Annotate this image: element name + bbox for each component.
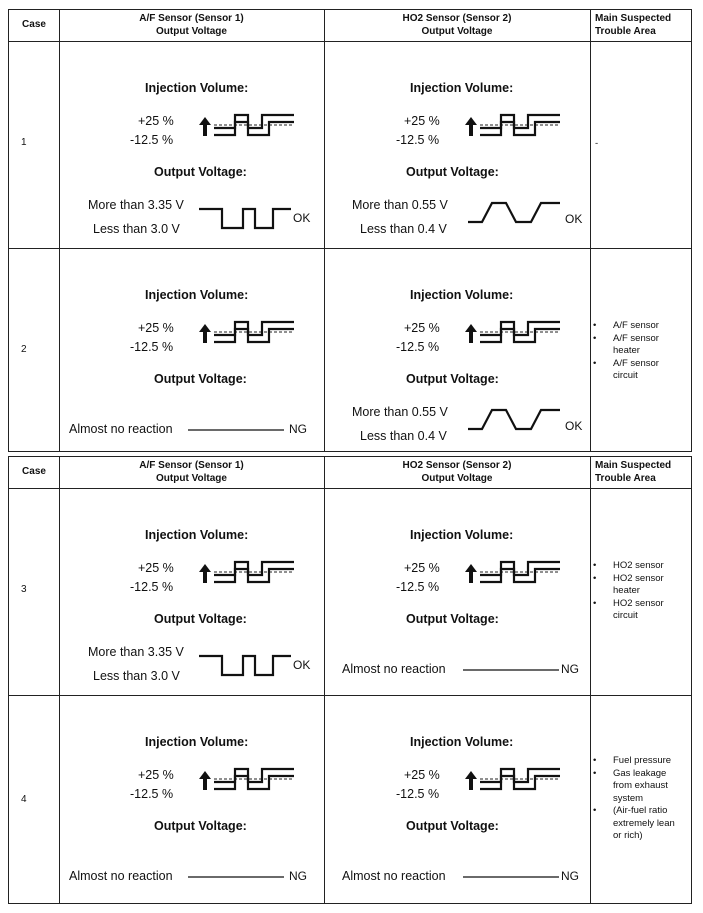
header-af bbox=[59, 12, 324, 38]
injection-volume-title: Injection Volume: bbox=[145, 288, 249, 302]
minus-12-label: -12.5 % bbox=[130, 340, 174, 354]
header-area bbox=[595, 12, 693, 38]
af-high-voltage-label: More than 3.35 V bbox=[88, 645, 184, 659]
trouble-area-cell bbox=[595, 138, 685, 151]
trouble-area-list bbox=[593, 560, 683, 623]
plus-25-label: +25 % bbox=[138, 768, 174, 782]
af-sensor-cell bbox=[59, 41, 324, 248]
injection-volume-title: Injection Volume: bbox=[410, 288, 514, 302]
output-voltage-title: Output Voltage: bbox=[406, 612, 499, 626]
injection-waveform bbox=[199, 321, 299, 347]
minus-12-label: -12.5 % bbox=[130, 133, 174, 147]
up-arrow-icon bbox=[199, 564, 211, 572]
header-ho2 bbox=[324, 459, 590, 485]
header-af bbox=[59, 459, 324, 485]
plus-25-label: +25 % bbox=[404, 561, 440, 575]
header-af-line1: A/F Sensor (Sensor 1) bbox=[139, 13, 244, 24]
case-number: 1 bbox=[21, 137, 27, 148]
header-ho2-line1: HO2 Sensor (Sensor 2) bbox=[402, 13, 512, 24]
ho2-high-voltage-label: More than 0.55 V bbox=[352, 198, 448, 212]
injection-volume-title: Injection Volume: bbox=[145, 735, 249, 749]
trouble-area-item: • (Air-fuel ratio extremely lean or rich) bbox=[593, 805, 683, 843]
ok-result: OK bbox=[293, 658, 311, 672]
no-reaction-label: Almost no reaction bbox=[69, 422, 173, 436]
output-voltage-title: Output Voltage: bbox=[406, 372, 499, 386]
header-area-line2: Trouble Area bbox=[595, 26, 656, 37]
header-af-line2: Output Voltage bbox=[156, 26, 227, 37]
output-voltage-title: Output Voltage: bbox=[406, 165, 499, 179]
trouble-area-cell bbox=[593, 320, 683, 383]
ho2-sensor-cell bbox=[324, 41, 590, 248]
injection-waveform bbox=[465, 768, 565, 794]
af-sensor-cell bbox=[59, 248, 324, 453]
ng-result: NG bbox=[289, 869, 307, 883]
trouble-area-item: • HO2 sensor heater bbox=[593, 573, 683, 598]
up-arrow-shaft bbox=[469, 571, 473, 583]
injection-volume-title: Injection Volume: bbox=[410, 81, 514, 95]
injection-volume-title: Injection Volume: bbox=[410, 735, 514, 749]
up-arrow-icon bbox=[465, 117, 477, 125]
injection-volume-title: Injection Volume: bbox=[145, 528, 249, 542]
header-area-line1: Main Suspected bbox=[595, 460, 672, 471]
plus-25-label: +25 % bbox=[138, 321, 174, 335]
af-low-voltage-label: Less than 3.0 V bbox=[93, 669, 180, 683]
plus-25-label: +25 % bbox=[138, 114, 174, 128]
output-voltage-title: Output Voltage: bbox=[154, 165, 247, 179]
ho2-sensor-cell bbox=[324, 248, 590, 453]
minus-12-label: -12.5 % bbox=[396, 787, 440, 801]
ho2-sensor-cell bbox=[324, 488, 590, 695]
output-voltage-title: Output Voltage: bbox=[406, 819, 499, 833]
injection-waveform bbox=[199, 768, 299, 794]
af-sensor-cell bbox=[59, 488, 324, 695]
ng-result: NG bbox=[289, 422, 307, 436]
injection-waveform bbox=[199, 114, 299, 140]
trouble-area-item: • A/F sensor circuit bbox=[593, 358, 683, 383]
output-voltage-title: Output Voltage: bbox=[154, 612, 247, 626]
ho2-low-voltage-label: Less than 0.4 V bbox=[360, 429, 447, 443]
header-ho2-line2: Output Voltage bbox=[421, 26, 493, 37]
injection-waveform bbox=[465, 561, 565, 587]
header-area-line2: Trouble Area bbox=[595, 473, 656, 484]
af-low-voltage-label: Less than 3.0 V bbox=[93, 222, 180, 236]
up-arrow-shaft bbox=[469, 331, 473, 343]
case-number: 3 bbox=[21, 584, 27, 595]
header-area-line1: Main Suspected bbox=[595, 13, 672, 24]
af-sensor-cell bbox=[59, 695, 324, 905]
plus-25-label: +25 % bbox=[404, 768, 440, 782]
header-ho2 bbox=[324, 12, 590, 38]
plus-25-label: +25 % bbox=[138, 561, 174, 575]
trouble-area-list bbox=[593, 755, 683, 843]
header-af-line2: Output Voltage bbox=[156, 473, 227, 484]
up-arrow-shaft bbox=[203, 778, 207, 790]
header-area bbox=[595, 459, 693, 485]
header-case: Case bbox=[22, 466, 46, 477]
ho2-high-voltage-label: More than 0.55 V bbox=[352, 405, 448, 419]
up-arrow-icon bbox=[199, 117, 211, 125]
trouble-area-item: • HO2 sensor bbox=[593, 560, 683, 573]
ng-result: NG bbox=[561, 869, 579, 883]
minus-12-label: -12.5 % bbox=[130, 787, 174, 801]
trouble-area-cell bbox=[593, 560, 683, 623]
trouble-area-item: • Fuel pressure bbox=[593, 755, 683, 768]
case-number: 2 bbox=[21, 344, 27, 355]
no-trouble-dash: - bbox=[595, 138, 599, 149]
output-voltage-title: Output Voltage: bbox=[154, 819, 247, 833]
case-row-2 bbox=[9, 248, 691, 453]
up-arrow-shaft bbox=[203, 331, 207, 343]
up-arrow-icon bbox=[465, 324, 477, 332]
ok-result: OK bbox=[293, 211, 311, 225]
trouble-area-item: • Gas leakage from exhaust system bbox=[593, 768, 683, 806]
ho2-output-waveform bbox=[468, 200, 563, 226]
trouble-area-list bbox=[593, 320, 683, 383]
flat-output-line bbox=[463, 876, 559, 880]
header-ho2-line1: HO2 Sensor (Sensor 2) bbox=[402, 460, 512, 471]
case-row-1 bbox=[9, 41, 691, 248]
flat-output-line bbox=[463, 669, 559, 673]
header-case: Case bbox=[22, 19, 46, 30]
injection-waveform bbox=[199, 561, 299, 587]
up-arrow-shaft bbox=[203, 571, 207, 583]
no-reaction-label: Almost no reaction bbox=[342, 869, 446, 883]
plus-25-label: +25 % bbox=[404, 114, 440, 128]
diagnosis-table-1 bbox=[8, 9, 692, 452]
trouble-area-item: • HO2 sensor circuit bbox=[593, 598, 683, 623]
case-number: 4 bbox=[21, 794, 27, 805]
injection-volume-title: Injection Volume: bbox=[410, 528, 514, 542]
minus-12-label: -12.5 % bbox=[396, 580, 440, 594]
ok-result: OK bbox=[565, 212, 583, 226]
injection-waveform bbox=[465, 114, 565, 140]
case-row-4 bbox=[9, 695, 691, 905]
plus-25-label: +25 % bbox=[404, 321, 440, 335]
trouble-area-cell bbox=[593, 755, 683, 843]
up-arrow-shaft bbox=[469, 778, 473, 790]
minus-12-label: -12.5 % bbox=[130, 580, 174, 594]
injection-volume-title: Injection Volume: bbox=[145, 81, 249, 95]
trouble-area-item: • A/F sensor heater bbox=[593, 333, 683, 358]
up-arrow-icon bbox=[465, 771, 477, 779]
trouble-area-item: • A/F sensor bbox=[593, 320, 683, 333]
output-voltage-title: Output Voltage: bbox=[154, 372, 247, 386]
diagnosis-table-2 bbox=[8, 456, 692, 904]
header-ho2-line2: Output Voltage bbox=[421, 473, 493, 484]
flat-output-line bbox=[188, 429, 284, 433]
no-reaction-label: Almost no reaction bbox=[69, 869, 173, 883]
ho2-sensor-cell bbox=[324, 695, 590, 905]
ho2-output-waveform bbox=[468, 407, 563, 433]
af-output-waveform bbox=[199, 206, 294, 232]
up-arrow-shaft bbox=[469, 124, 473, 136]
up-arrow-icon bbox=[199, 324, 211, 332]
case-row-3 bbox=[9, 488, 691, 695]
injection-waveform bbox=[465, 321, 565, 347]
up-arrow-icon bbox=[465, 564, 477, 572]
ok-result: OK bbox=[565, 419, 583, 433]
up-arrow-shaft bbox=[203, 124, 207, 136]
af-output-waveform bbox=[199, 653, 294, 679]
up-arrow-icon bbox=[199, 771, 211, 779]
no-reaction-label: Almost no reaction bbox=[342, 662, 446, 676]
header-af-line1: A/F Sensor (Sensor 1) bbox=[139, 460, 244, 471]
ho2-low-voltage-label: Less than 0.4 V bbox=[360, 222, 447, 236]
flat-output-line bbox=[188, 876, 284, 880]
af-high-voltage-label: More than 3.35 V bbox=[88, 198, 184, 212]
minus-12-label: -12.5 % bbox=[396, 340, 440, 354]
ng-result: NG bbox=[561, 662, 579, 676]
minus-12-label: -12.5 % bbox=[396, 133, 440, 147]
